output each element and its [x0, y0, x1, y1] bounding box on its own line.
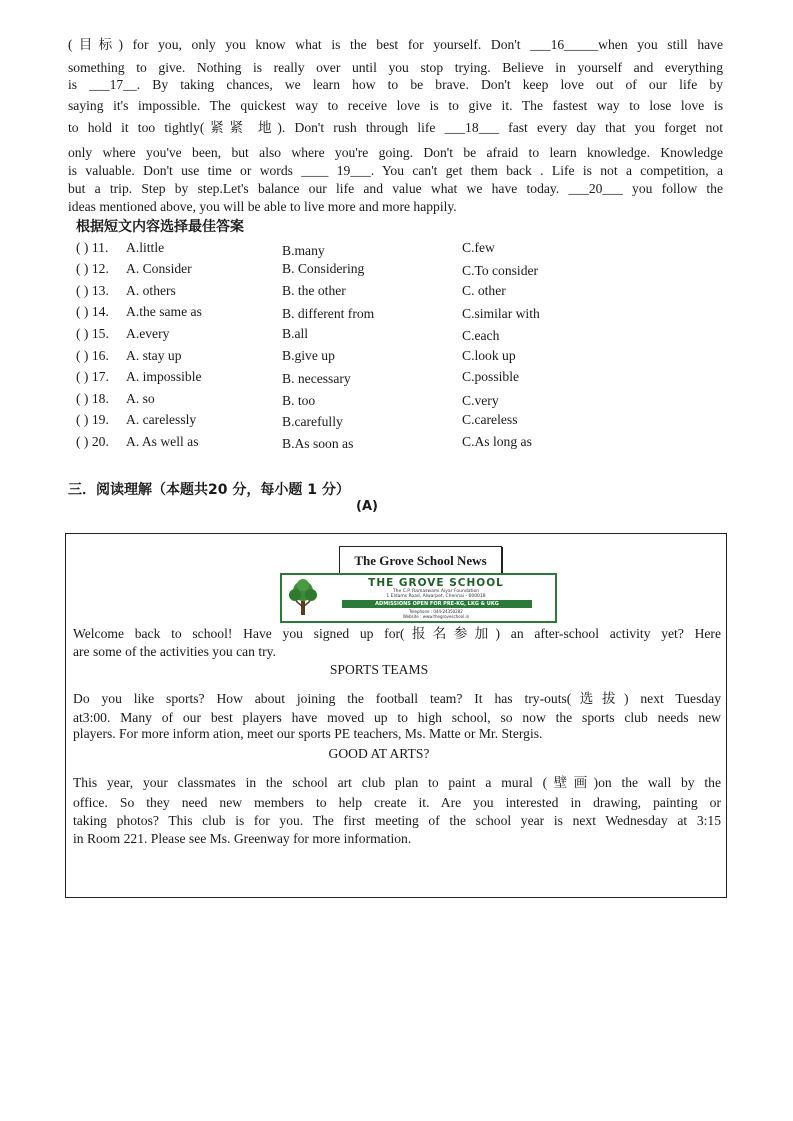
- option-b: B.all: [282, 326, 309, 341]
- option-row: [76, 348, 676, 368]
- option-c: C.few: [462, 240, 495, 255]
- option-row: [76, 391, 676, 411]
- option-b: B.give up: [282, 348, 335, 363]
- passage-label: (A): [356, 499, 378, 514]
- option-c: C.each: [462, 328, 500, 343]
- option-b: B. too: [282, 393, 316, 408]
- option-b: B.many: [282, 243, 325, 258]
- school-banner: [280, 573, 557, 623]
- question-number: ( ) 18.: [76, 391, 109, 406]
- arts-heading: GOOD AT ARTS?: [328, 746, 430, 761]
- question-number: ( ) 16.: [76, 348, 109, 363]
- option-a: A. carelessly: [126, 412, 197, 427]
- option-c: C.possible: [462, 369, 520, 384]
- option-c: C.look up: [462, 348, 516, 363]
- option-a: A. Consider: [126, 261, 192, 276]
- passage-line: (目标) for you, only you know what is the best for yourself. Don't ___16_____when you still have: [68, 37, 723, 52]
- option-b: B. necessary: [282, 371, 351, 386]
- passage-line: is ___17__. By taking chances, we learn how to be brave. Don't keep love out of our life by: [68, 77, 723, 92]
- sports-heading: SPORTS TEAMS: [329, 662, 429, 677]
- passage-line: something to give. Nothing is really over until you stop trying. Believe in yourself and everything: [68, 60, 723, 75]
- option-a: A.little: [126, 240, 165, 255]
- option-b: B.carefully: [282, 414, 343, 429]
- option-a: A. As well as: [126, 434, 199, 449]
- question-number: ( ) 17.: [76, 369, 109, 384]
- option-b: B. Considering: [282, 261, 365, 276]
- option-b: B. the other: [282, 283, 346, 298]
- option-a: A. impossible: [126, 369, 202, 384]
- tree-icon: [286, 577, 320, 617]
- banner-foundation: The C.P. Ramaswami Aiyar Foundation: [392, 589, 480, 594]
- passage-line: but a trip. Step by step.Let's balance our life and value what we have today. ___20___ you follow the: [68, 181, 723, 196]
- option-a: A.every: [126, 326, 170, 341]
- question-number: ( ) 14.: [76, 304, 109, 319]
- option-c: C. other: [462, 283, 506, 298]
- passage-line: ideas mentioned above, you will be able to live more and more happily.: [68, 199, 457, 214]
- banner-admissions: ADMISSIONS OPEN FOR PRE-KG, LKG & UKG: [342, 600, 532, 608]
- option-a: A.the same as: [126, 304, 202, 319]
- banner-website: Website : www.thegroveschool.in: [402, 614, 470, 619]
- option-c: C.very: [462, 393, 499, 408]
- option-c: C.careless: [462, 412, 518, 427]
- passage-line: saying it's impossible. The quickest way to receive love is to give it. The fastest way to lose love is: [68, 98, 723, 113]
- banner-phone: Telephone : 044-24350282: [409, 609, 463, 614]
- option-row: [76, 283, 676, 303]
- option-c: C.To consider: [462, 263, 539, 278]
- news-title: The Grove School News: [339, 546, 502, 576]
- question-number: ( ) 20.: [76, 434, 109, 449]
- passage-line: to hold it too tightly(紧紧 地). Don't rush through life ___18___ fast every day that you forget not: [68, 120, 723, 135]
- option-row: [76, 434, 676, 454]
- option-b: B. different from: [282, 306, 375, 321]
- option-a: A. stay up: [126, 348, 182, 363]
- option-row: [76, 304, 676, 324]
- part-heading: 三．阅读理解（本题共20 分，每小题 1 分）: [68, 482, 350, 498]
- option-b: B.As soon as: [282, 436, 354, 451]
- article-line: players. For more inform ation, meet our sports PE teachers, Ms. Matte or Mr. Stergis.: [73, 726, 543, 741]
- article-line: Do you like sports? How about joining the football team? It has try-outs(选拔) next Tuesday: [73, 691, 721, 706]
- section-heading: 根据短文内容选择最佳答案: [76, 219, 244, 235]
- option-row: [76, 326, 676, 346]
- question-number: ( ) 19.: [76, 412, 109, 427]
- question-number: ( ) 11.: [76, 240, 109, 255]
- option-row: [76, 412, 676, 432]
- question-number: ( ) 13.: [76, 283, 109, 298]
- article-line: office. So they need new members to help create it. Are you interested in drawing, painting or: [73, 795, 721, 810]
- banner-address: 1 Eldams Road, Alwarpet, Chennai - 600018: [386, 594, 486, 599]
- passage-line: is valuable. Don't use time or words ____ 19___. You can't get them back . Life is not a competition, a: [68, 163, 723, 178]
- question-number: ( ) 15.: [76, 326, 109, 341]
- option-c: C.similar with: [462, 306, 540, 321]
- article-line: are some of the activities you can try.: [73, 644, 276, 659]
- banner-school-name: THE GROVE SCHOOL: [368, 577, 504, 589]
- article-line: at3:00. Many of our best players have moved up to high school, so now the sports club needs new: [73, 710, 721, 725]
- option-row: [76, 369, 676, 389]
- article-line: in Room 221. Please see Ms. Greenway for more information.: [73, 831, 412, 846]
- article-line: Welcome back to school! Have you signed up for(报名参加) an after-school activity yet? Here: [73, 626, 721, 641]
- option-row: [76, 261, 676, 281]
- passage-line: only where you've been, but also where you're going. Don't be afraid to learn knowledge. Knowledge: [68, 145, 723, 160]
- article-line: taking photos? This club is for you. The first meeting of the school year is next Wednesday at 3:15: [73, 813, 721, 828]
- option-a: A. others: [126, 283, 176, 298]
- option-row: [76, 240, 676, 260]
- option-c: C.As long as: [462, 434, 532, 449]
- option-a: A. so: [126, 391, 155, 406]
- article-line: This year, your classmates in the school art club plan to paint a mural (壁画)on the wall by the: [73, 775, 721, 790]
- question-number: ( ) 12.: [76, 261, 109, 276]
